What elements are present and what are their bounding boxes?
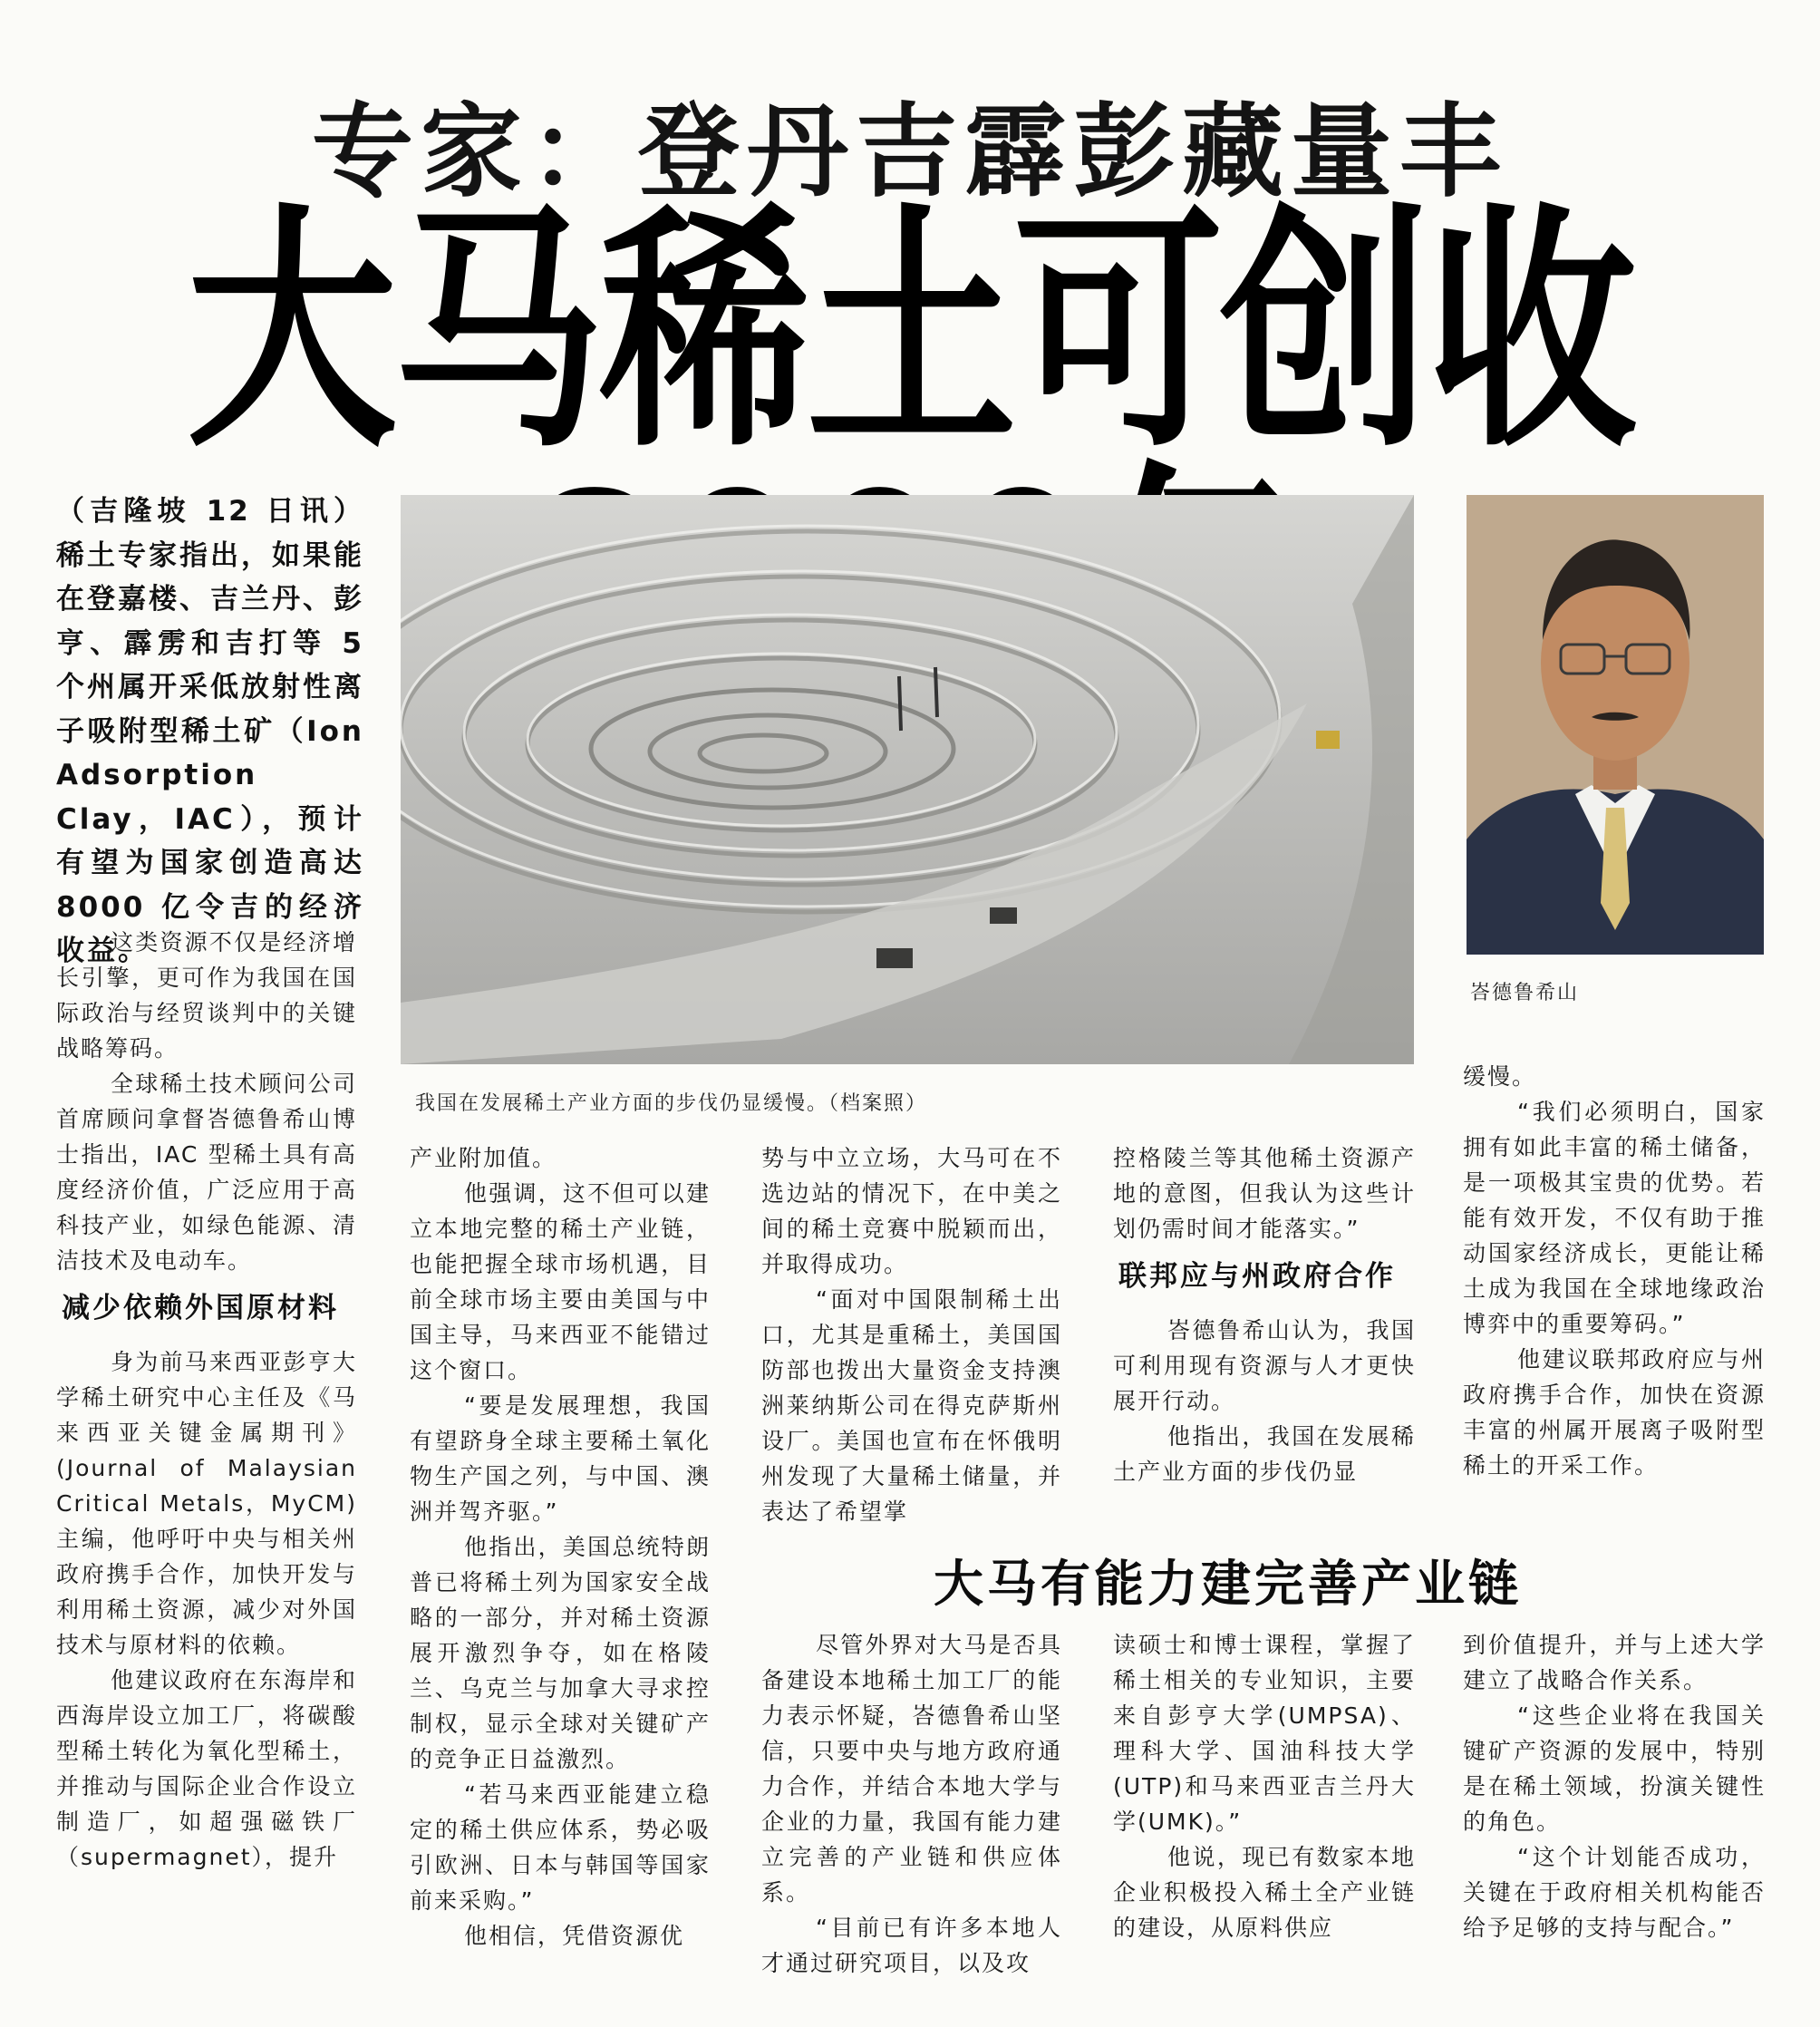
col1-paragraph-1: 这类资源不仅是经济增长引擎，更可作为我国在国际政治与经贸谈判中的关键战略筹码。 bbox=[56, 929, 357, 1062]
col5-paragraph-1: 缓慢。 bbox=[1463, 1063, 1537, 1090]
portrait-image bbox=[1467, 495, 1764, 955]
col5-paragraph-2: “我们必须明白，国家拥有如此丰富的稀土储备，是一项极其宝贵的优势。若能有效开发，不仅有助于推动国家经济成长，更能让稀土成为我国在全球地缘政治博弈中的重要筹码。” bbox=[1463, 1099, 1766, 1337]
mine-photo bbox=[401, 495, 1414, 1064]
bottom-column-2 bbox=[1113, 1627, 1416, 1945]
col4-subheading: 联邦应与州政府合作 bbox=[1118, 1260, 1396, 1293]
b3-paragraph-3: “这个计划能否成功，关键在于政府相关机构能否给予足够的支持与配合。” bbox=[1463, 1844, 1766, 1941]
col2-paragraph-1: 产业附加值。 bbox=[410, 1145, 557, 1171]
col4-paragraph-1: 控格陵兰等其他稀土资源产地的意图，但我认为这些计划仍需时间才能落实。” bbox=[1113, 1145, 1416, 1242]
col5-paragraph-3: 他建议联邦政府应与州政府携手合作，加快在资源丰富的州属开展离子吸附型稀土的开采工作。 bbox=[1463, 1346, 1766, 1479]
photo-caption: 我国在发展稀土产业方面的步伐仍显缓慢。（档案照） bbox=[415, 1092, 928, 1115]
b3-paragraph-2: “这些企业将在我国关键矿产资源的发展中，特别是在稀土领域，扮演关键性的角色。 bbox=[1463, 1702, 1766, 1835]
column-3 bbox=[761, 1140, 1062, 1529]
column-1 bbox=[56, 925, 357, 1875]
col2-paragraph-4: 他指出，美国总统特朗普已将稀土列为国家安全战略的一部分，并对稀土资源展开激烈争夺，如在格陵兰、乌克兰与加拿大寻求控制权，显示全球对关键矿产的竞争正日益激烈。 bbox=[410, 1534, 711, 1772]
col2-paragraph-2: 他强调，这不但可以建立本地完整的稀土产业链，也能把握全球市场机遇，目前全球市场主要由美国与中国主导，马来西亚不能错过这个窗口。 bbox=[410, 1180, 711, 1383]
col1-paragraph-3: 身为前马来西亚彭亨大学稀土研究中心主任及《马来西亚关键金属期刊》(Journal of Malaysian Critical Metals，MyCM) 主编，他呼吁中央与相关州政府携手合作，加快开发与利用稀土资源，减少对外国技术与原材料的依赖。 bbox=[56, 1349, 357, 1658]
col4-paragraph-3: 他指出，我国在发展稀土产业方面的步伐仍显 bbox=[1113, 1423, 1416, 1485]
b1-paragraph-1: 尽管外界对大马是否具备建设本地稀土加工厂的能力表示怀疑，峇德鲁希山坚信，只要中央与地方政府通力合作，并结合本地大学与企业的力量，我国有能力建立完善的产业链和供应体系。 bbox=[761, 1632, 1062, 1906]
bottom-column-3 bbox=[1463, 1627, 1766, 1945]
col4-paragraph-2: 峇德鲁希山认为，我国可利用现有资源与人才更快展开行动。 bbox=[1113, 1317, 1416, 1414]
open-pit-mine-image bbox=[401, 495, 1414, 1064]
bottom-column-1 bbox=[761, 1627, 1062, 1981]
b3-paragraph-1: 到价值提升，并与上述大学建立了战略合作关系。 bbox=[1463, 1632, 1766, 1693]
kicker-headline: 专家：登丹吉霹彭藏量丰 bbox=[312, 93, 1508, 211]
column-5 bbox=[1463, 1059, 1766, 1483]
lead-paragraph: （吉隆坡 12 日讯）稀土专家指出，如果能在登嘉楼、吉兰丹、彭亨、霹雳和吉打等 5 个州属开采低放射性离子吸附型稀土矿（Ion Adsorption Clay，IAC），预计有望为国家创造高达 8000 亿令吉的经济收益。 bbox=[56, 495, 364, 967]
b1-paragraph-2: “目前已有许多本地人才通过研究项目，以及攻 bbox=[761, 1915, 1062, 1976]
portrait-photo bbox=[1467, 495, 1764, 955]
col2-paragraph-3: “要是发展理想，我国有望跻身全球主要稀土氧化物生产国之列，与中国、澳洲并驾齐驱。” bbox=[410, 1392, 711, 1525]
b2-paragraph-2: 他说，现已有数家本地企业积极投入稀土全产业链的建设，从原料供应 bbox=[1113, 1844, 1416, 1941]
col1-subheading: 减少依赖外国原材料 bbox=[62, 1292, 339, 1324]
column-2 bbox=[410, 1140, 711, 1954]
section-subheading: 大马有能力建完善产业链 bbox=[934, 1555, 1523, 1613]
col2-paragraph-6: 他相信，凭借资源优 bbox=[464, 1923, 685, 1949]
col1-paragraph-4: 他建议政府在东海岸和西海岸设立加工厂，将碳酸型稀土转化为氧化型稀土，并推动与国际企业合作设立制造厂，如超强磁铁厂（supermagnet），提升 bbox=[56, 1667, 357, 1870]
col3-paragraph-2: “面对中国限制稀土出口，尤其是重稀土，美国国防部也拨出大量资金支持澳洲莱纳斯公司在得克萨斯州设厂。美国也宣布在怀俄明州发现了大量稀土储量，并表达了希望掌 bbox=[761, 1286, 1062, 1525]
main-headline: 大马稀土可创收 bbox=[186, 182, 1633, 482]
b2-paragraph-1: 读硕士和博士课程，掌握了稀土相关的专业知识，主要来自彭亨大学(UMPSA)、理科大学、国油科技大学(UTP)和马来西亚吉兰丹大学(UMK)。” bbox=[1113, 1632, 1416, 1835]
col3-paragraph-1: 势与中立立场，大马可在不选边站的情况下，在中美之间的稀土竞赛中脱颖而出，并取得成功。 bbox=[761, 1145, 1062, 1277]
col2-paragraph-5: “若马来西亚能建立稳定的稀土供应体系，势必吸引欧洲、日本与韩国等国家前来采购。” bbox=[410, 1781, 711, 1914]
portrait-caption: 峇德鲁希山 bbox=[1470, 982, 1580, 1004]
col1-paragraph-2: 全球稀土技术顾问公司首席顾问拿督峇德鲁希山博士指出，IAC 型稀土具有高度经济价值，广泛应用于高科技产业，如绿色能源、清洁技术及电动车。 bbox=[56, 1071, 357, 1274]
column-4 bbox=[1113, 1140, 1416, 1489]
